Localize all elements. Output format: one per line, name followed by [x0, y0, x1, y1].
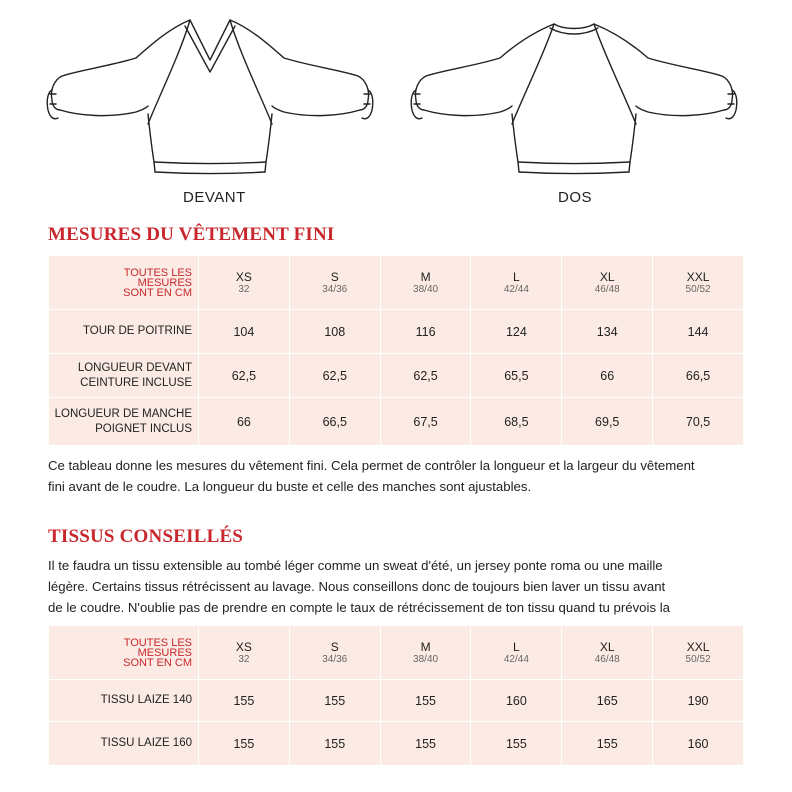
table-cell: 190 — [653, 680, 744, 722]
finished-garment-measures-table — [48, 255, 744, 446]
size-header-m: M 38/40 — [380, 626, 471, 680]
row-label-fabric-140: TISSU LAIZE 140 — [49, 680, 199, 722]
row-label-chest: TOUR DE POITRINE — [49, 310, 199, 354]
table-cell: 155 — [380, 722, 471, 766]
table-cell: 155 — [199, 680, 290, 722]
measures-note: Ce tableau donne les mesures du vêtement fini. Cela permet de contrôler la longueur et la largeur du vêtement fini avant de le coudre. La longueur du buste et celle des manches sont ajustables. — [48, 458, 695, 494]
table-cell: 155 — [562, 722, 653, 766]
table-cell: 155 — [289, 680, 380, 722]
all-measures-cm-label: TOUTES LES MESURES SONT EN CM — [49, 256, 199, 310]
table-cell: 134 — [562, 310, 653, 354]
table-header-row — [49, 626, 744, 680]
table-header-row — [49, 256, 744, 310]
table-cell: 66 — [562, 354, 653, 398]
table-cell: 165 — [562, 680, 653, 722]
row-label-front-length: LONGUEUR DEVANT CEINTURE INCLUSE — [49, 354, 199, 398]
fabric-requirements-table — [48, 625, 744, 766]
table-cell: 69,5 — [562, 398, 653, 446]
table-cell: 124 — [471, 310, 562, 354]
table-row — [49, 310, 744, 354]
back-view-label: DOS — [558, 189, 593, 206]
table-cell: 155 — [471, 722, 562, 766]
row-label-sleeve-length: LONGUEUR DE MANCHE POIGNET INCLUS — [49, 398, 199, 446]
size-header-l: L 42/44 — [471, 256, 562, 310]
measures-section-title: MESURES DU VÊTEMENT FINI — [48, 224, 335, 245]
size-header-xs: XS 32 — [199, 256, 290, 310]
table-row — [49, 354, 744, 398]
table-cell: 116 — [380, 310, 471, 354]
table-cell: 62,5 — [199, 354, 290, 398]
table-cell: 67,5 — [380, 398, 471, 446]
table-cell: 155 — [380, 680, 471, 722]
all-measures-cm-label: TOUTES LES MESURES SONT EN CM — [49, 626, 199, 680]
front-view-label: DEVANT — [183, 189, 246, 206]
size-header-xxl: XXL 50/52 — [653, 626, 744, 680]
row-label-fabric-160: TISSU LAIZE 160 — [49, 722, 199, 766]
table-cell: 160 — [653, 722, 744, 766]
table-cell: 65,5 — [471, 354, 562, 398]
back-sweater-illustration — [404, 14, 744, 184]
size-header-xxl: XXL 50/52 — [653, 256, 744, 310]
size-header-l: L 42/44 — [471, 626, 562, 680]
table-cell: 68,5 — [471, 398, 562, 446]
table-cell: 62,5 — [289, 354, 380, 398]
table-cell: 155 — [199, 722, 290, 766]
table-cell: 66,5 — [653, 354, 744, 398]
table-cell: 155 — [289, 722, 380, 766]
table-cell: 66,5 — [289, 398, 380, 446]
front-sweater-illustration — [40, 14, 380, 184]
size-header-xl: XL 46/48 — [562, 626, 653, 680]
table-cell: 108 — [289, 310, 380, 354]
size-header-s: S 34/36 — [289, 256, 380, 310]
size-header-xl: XL 46/48 — [562, 256, 653, 310]
size-header-m: M 38/40 — [380, 256, 471, 310]
size-header-xs: XS 32 — [199, 626, 290, 680]
table-row — [49, 398, 744, 446]
fabric-section-title: TISSUS CONSEILLÉS — [48, 526, 244, 547]
table-cell: 62,5 — [380, 354, 471, 398]
table-cell: 160 — [471, 680, 562, 722]
table-cell: 70,5 — [653, 398, 744, 446]
table-row — [49, 722, 744, 766]
table-row — [49, 680, 744, 722]
size-header-s: S 34/36 — [289, 626, 380, 680]
table-cell: 104 — [199, 310, 290, 354]
fabric-paragraph: Il te faudra un tissu extensible au tombé léger comme un sweat d'été, un jersey ponte roma ou une maille légère. Certains tissus rétrécissent au lavage. Nous conseillons donc de toujours bien laver un tissu avant de le coudre. N'oublie pas de prendre en compte le taux de rétrécissement de ton tissu quand tu prévois la — [48, 558, 670, 615]
table-cell: 144 — [653, 310, 744, 354]
table-cell: 66 — [199, 398, 290, 446]
